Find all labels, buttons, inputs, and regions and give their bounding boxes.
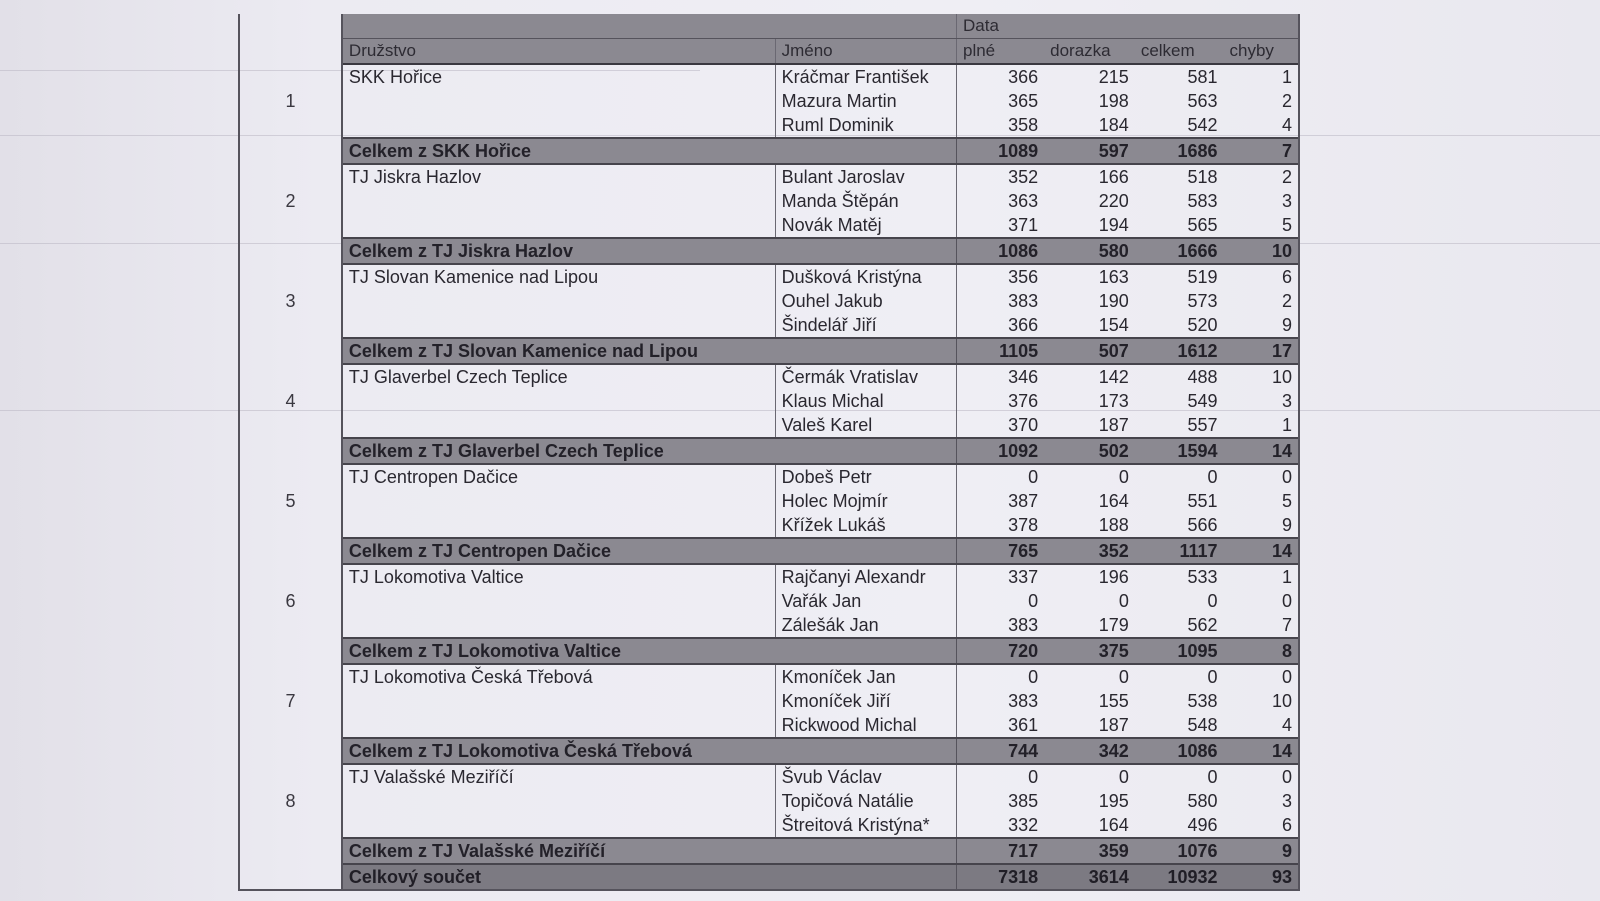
player-name: Rickwood Michal — [775, 713, 956, 738]
player-chyby: 3 — [1281, 391, 1292, 411]
subtotal-rank-cell — [240, 338, 342, 364]
team-rank: 3 — [240, 264, 342, 338]
player-dorazka: 0 — [1118, 591, 1129, 611]
player-celkem: 488 — [1187, 367, 1218, 387]
player-dorazka: 184 — [1098, 115, 1129, 135]
grand-rank-cell — [240, 864, 342, 889]
player-chyby: 6 — [1281, 815, 1292, 835]
subtotal-rank-cell — [240, 138, 342, 164]
player-dorazka: 154 — [1098, 315, 1129, 335]
player-name: Kmoníček Jan — [775, 664, 956, 689]
team-subtotal-row — [240, 138, 1298, 164]
player-chyby: 0 — [1281, 467, 1292, 487]
player-name: Holec Mojmír — [775, 489, 956, 513]
player-plne: 365 — [956, 89, 1044, 113]
player-name: Manda Štěpán — [775, 189, 956, 213]
player-dorazka: 196 — [1098, 567, 1129, 587]
player-dorazka: 166 — [1098, 167, 1129, 187]
col-header-chyby: chyby — [1224, 39, 1299, 65]
player-dorazka: 195 — [1098, 791, 1129, 811]
subtotal-dorazka: 502 — [1044, 438, 1135, 464]
player-name: Kráčmar František — [775, 64, 956, 89]
player-dorazka: 142 — [1098, 367, 1129, 387]
team-rank: 7 — [240, 664, 342, 738]
player-chyby: 10 — [1271, 367, 1292, 387]
team-name: TJ Centropen Dačice — [342, 464, 775, 538]
player-name: Rajčanyi Alexandr — [775, 564, 956, 589]
header-blank — [342, 14, 957, 39]
player-dorazka: 215 — [1098, 67, 1129, 87]
player-plne: 361 — [956, 713, 1044, 738]
player-plne: 378 — [956, 513, 1044, 538]
team-name: SKK Hořice — [342, 64, 775, 138]
subtotal-celkem: 1686 — [1135, 138, 1224, 164]
player-row — [240, 264, 1298, 289]
team-subtotal-row — [240, 738, 1298, 764]
subtotal-chyby: 9 — [1224, 838, 1299, 864]
subtotal-plne: 720 — [956, 638, 1044, 664]
col-header-plne: plné — [956, 39, 1044, 65]
subtotal-celkem: 1594 — [1135, 438, 1224, 464]
player-celkem: 566 — [1187, 515, 1218, 535]
subtotal-rank-cell — [240, 738, 342, 764]
player-dorazka: 187 — [1098, 715, 1129, 735]
subtotal-label: Celkem z TJ Glaverbel Czech Teplice — [342, 438, 957, 464]
player-name: Vařák Jan — [775, 589, 956, 613]
subtotal-label: Celkem z TJ Centropen Dačice — [342, 538, 957, 564]
player-name: Kmoníček Jiří — [775, 689, 956, 713]
grand-total-label: Celkový součet — [342, 864, 957, 889]
header-row-columns — [240, 39, 1298, 65]
col-header-dorazka: dorazka — [1044, 39, 1135, 65]
subtotal-celkem: 1612 — [1135, 338, 1224, 364]
player-chyby: 4 — [1281, 115, 1292, 135]
subtotal-dorazka: 597 — [1044, 138, 1135, 164]
player-dorazka: 0 — [1118, 467, 1129, 487]
player-celkem: 562 — [1187, 615, 1218, 635]
player-name: Klaus Michal — [775, 389, 956, 413]
team-subtotal-row — [240, 538, 1298, 564]
player-name: Čermák Vratislav — [775, 364, 956, 389]
subtotal-label: Celkem z TJ Valašské Meziříčí — [342, 838, 957, 864]
subtotal-celkem: 1095 — [1135, 638, 1224, 664]
player-dorazka: 164 — [1098, 491, 1129, 511]
player-plne: 0 — [956, 764, 1044, 789]
player-dorazka: 163 — [1098, 267, 1129, 287]
subtotal-plne: 717 — [956, 838, 1044, 864]
results-table — [240, 14, 1298, 889]
player-celkem: 496 — [1187, 815, 1218, 835]
player-plne: 383 — [956, 689, 1044, 713]
player-chyby: 10 — [1271, 691, 1292, 711]
player-celkem: 548 — [1187, 715, 1218, 735]
subtotal-label: Celkem z TJ Slovan Kamenice nad Lipou — [342, 338, 957, 364]
player-plne: 346 — [956, 364, 1044, 389]
subtotal-label: Celkem z SKK Hořice — [342, 138, 957, 164]
player-plne: 371 — [956, 213, 1044, 238]
grand-total-celkem: 10932 — [1135, 864, 1224, 889]
player-name: Švub Václav — [775, 764, 956, 789]
player-name: Dušková Kristýna — [775, 264, 956, 289]
player-name: Zálešák Jan — [775, 613, 956, 638]
col-header-name: Jméno — [775, 39, 956, 65]
team-name: TJ Lokomotiva Česká Třebová — [342, 664, 775, 738]
team-subtotal-row — [240, 338, 1298, 364]
player-chyby: 5 — [1281, 215, 1292, 235]
player-dorazka: 198 — [1098, 91, 1129, 111]
col-header-celkem: celkem — [1135, 39, 1224, 65]
subtotal-dorazka: 359 — [1044, 838, 1135, 864]
player-dorazka: 190 — [1098, 291, 1129, 311]
team-name: TJ Lokomotiva Valtice — [342, 564, 775, 638]
subtotal-rank-cell — [240, 638, 342, 664]
player-plne: 387 — [956, 489, 1044, 513]
player-celkem: 0 — [1207, 767, 1218, 787]
player-chyby: 9 — [1281, 315, 1292, 335]
player-chyby: 9 — [1281, 515, 1292, 535]
player-dorazka: 155 — [1098, 691, 1129, 711]
subtotal-plne: 1089 — [956, 138, 1044, 164]
player-chyby: 2 — [1281, 291, 1292, 311]
player-celkem: 580 — [1187, 791, 1218, 811]
player-dorazka: 173 — [1098, 391, 1129, 411]
player-celkem: 518 — [1187, 167, 1218, 187]
player-chyby: 1 — [1281, 67, 1292, 87]
subtotal-chyby: 7 — [1224, 138, 1299, 164]
player-plne: 385 — [956, 789, 1044, 813]
player-row — [240, 64, 1298, 89]
subtotal-chyby: 10 — [1224, 238, 1299, 264]
player-name: Ruml Dominik — [775, 113, 956, 138]
player-chyby: 2 — [1281, 91, 1292, 111]
player-name: Novák Matěj — [775, 213, 956, 238]
player-celkem: 533 — [1187, 567, 1218, 587]
subtotal-plne: 765 — [956, 538, 1044, 564]
subtotal-celkem: 1117 — [1135, 538, 1224, 564]
header-row-top — [240, 14, 1298, 39]
player-dorazka: 187 — [1098, 415, 1129, 435]
player-chyby: 1 — [1281, 415, 1292, 435]
subtotal-rank-cell — [240, 538, 342, 564]
player-chyby: 2 — [1281, 167, 1292, 187]
subtotal-rank-cell — [240, 438, 342, 464]
team-subtotal-row — [240, 238, 1298, 264]
player-chyby: 0 — [1281, 667, 1292, 687]
subtotal-dorazka: 342 — [1044, 738, 1135, 764]
player-plne: 352 — [956, 164, 1044, 189]
player-celkem: 583 — [1187, 191, 1218, 211]
player-plne: 337 — [956, 564, 1044, 589]
player-plne: 0 — [956, 664, 1044, 689]
player-dorazka: 188 — [1098, 515, 1129, 535]
player-celkem: 551 — [1187, 491, 1218, 511]
player-chyby: 3 — [1281, 791, 1292, 811]
player-celkem: 520 — [1187, 315, 1218, 335]
team-subtotal-row — [240, 838, 1298, 864]
subtotal-chyby: 14 — [1224, 438, 1299, 464]
player-celkem: 0 — [1207, 467, 1218, 487]
subtotal-chyby: 8 — [1224, 638, 1299, 664]
player-celkem: 563 — [1187, 91, 1218, 111]
player-celkem: 0 — [1207, 667, 1218, 687]
subtotal-chyby: 14 — [1224, 738, 1299, 764]
team-rank: 6 — [240, 564, 342, 638]
player-plne: 383 — [956, 289, 1044, 313]
grand-total-chyby: 93 — [1224, 864, 1299, 889]
player-plne: 0 — [956, 589, 1044, 613]
subtotal-celkem: 1086 — [1135, 738, 1224, 764]
team-name: TJ Valašské Meziříčí — [342, 764, 775, 838]
team-name: TJ Slovan Kamenice nad Lipou — [342, 264, 775, 338]
player-celkem: 565 — [1187, 215, 1218, 235]
player-chyby: 6 — [1281, 267, 1292, 287]
player-plne: 363 — [956, 189, 1044, 213]
player-chyby: 1 — [1281, 567, 1292, 587]
team-name: TJ Glaverbel Czech Teplice — [342, 364, 775, 438]
player-row — [240, 164, 1298, 189]
player-row — [240, 764, 1298, 789]
player-chyby: 0 — [1281, 767, 1292, 787]
player-celkem: 519 — [1187, 267, 1218, 287]
subtotal-dorazka: 375 — [1044, 638, 1135, 664]
player-name: Mazura Martin — [775, 89, 956, 113]
rank-header-cell — [240, 39, 342, 65]
team-subtotal-row — [240, 438, 1298, 464]
subtotal-plne: 744 — [956, 738, 1044, 764]
grand-total-row — [240, 864, 1298, 889]
player-dorazka: 164 — [1098, 815, 1129, 835]
player-row — [240, 564, 1298, 589]
player-chyby: 0 — [1281, 591, 1292, 611]
subtotal-chyby: 14 — [1224, 538, 1299, 564]
subtotal-plne: 1105 — [956, 338, 1044, 364]
player-name: Valeš Karel — [775, 413, 956, 438]
player-plne: 0 — [956, 464, 1044, 489]
player-chyby: 5 — [1281, 491, 1292, 511]
player-celkem: 573 — [1187, 291, 1218, 311]
player-plne: 366 — [956, 64, 1044, 89]
player-dorazka: 179 — [1098, 615, 1129, 635]
player-celkem: 0 — [1207, 591, 1218, 611]
team-rank: 4 — [240, 364, 342, 438]
player-plne: 332 — [956, 813, 1044, 838]
results-table-body — [240, 14, 1298, 889]
player-name: Topičová Natálie — [775, 789, 956, 813]
grand-total-plne: 7318 — [956, 864, 1044, 889]
subtotal-celkem: 1666 — [1135, 238, 1224, 264]
results-sheet — [238, 14, 1300, 891]
player-name: Bulant Jaroslav — [775, 164, 956, 189]
subtotal-dorazka: 507 — [1044, 338, 1135, 364]
player-plne: 358 — [956, 113, 1044, 138]
col-header-team: Družstvo — [342, 39, 775, 65]
team-rank: 1 — [240, 64, 342, 138]
player-row — [240, 664, 1298, 689]
team-rank: 8 — [240, 764, 342, 838]
team-subtotal-row — [240, 638, 1298, 664]
player-row — [240, 364, 1298, 389]
subtotal-chyby: 17 — [1224, 338, 1299, 364]
subtotal-dorazka: 580 — [1044, 238, 1135, 264]
rank-header-cell — [240, 14, 342, 39]
team-name: TJ Jiskra Hazlov — [342, 164, 775, 238]
player-celkem: 549 — [1187, 391, 1218, 411]
player-plne: 366 — [956, 313, 1044, 338]
team-rank: 5 — [240, 464, 342, 538]
player-name: Šindelář Jiří — [775, 313, 956, 338]
subtotal-celkem: 1076 — [1135, 838, 1224, 864]
player-name: Křížek Lukáš — [775, 513, 956, 538]
player-chyby: 3 — [1281, 191, 1292, 211]
team-rank: 2 — [240, 164, 342, 238]
player-row — [240, 464, 1298, 489]
player-dorazka: 0 — [1118, 767, 1129, 787]
subtotal-rank-cell — [240, 238, 342, 264]
player-chyby: 7 — [1281, 615, 1292, 635]
subtotal-label: Celkem z TJ Jiskra Hazlov — [342, 238, 957, 264]
player-celkem: 542 — [1187, 115, 1218, 135]
subtotal-label: Celkem z TJ Lokomotiva Valtice — [342, 638, 957, 664]
subtotal-plne: 1086 — [956, 238, 1044, 264]
subtotal-label: Celkem z TJ Lokomotiva Česká Třebová — [342, 738, 957, 764]
player-plne: 370 — [956, 413, 1044, 438]
subtotal-dorazka: 352 — [1044, 538, 1135, 564]
player-plne: 383 — [956, 613, 1044, 638]
player-dorazka: 194 — [1098, 215, 1129, 235]
player-celkem: 581 — [1187, 67, 1218, 87]
player-plne: 376 — [956, 389, 1044, 413]
subtotal-rank-cell — [240, 838, 342, 864]
player-name: Ouhel Jakub — [775, 289, 956, 313]
subtotal-plne: 1092 — [956, 438, 1044, 464]
player-celkem: 538 — [1187, 691, 1218, 711]
player-plne: 356 — [956, 264, 1044, 289]
player-name: Dobeš Petr — [775, 464, 956, 489]
data-label: Data — [956, 14, 1298, 39]
player-dorazka: 0 — [1118, 667, 1129, 687]
player-chyby: 4 — [1281, 715, 1292, 735]
player-name: Štreitová Kristýna* — [775, 813, 956, 838]
player-dorazka: 220 — [1098, 191, 1129, 211]
player-celkem: 557 — [1187, 415, 1218, 435]
grand-total-dorazka: 3614 — [1044, 864, 1135, 889]
